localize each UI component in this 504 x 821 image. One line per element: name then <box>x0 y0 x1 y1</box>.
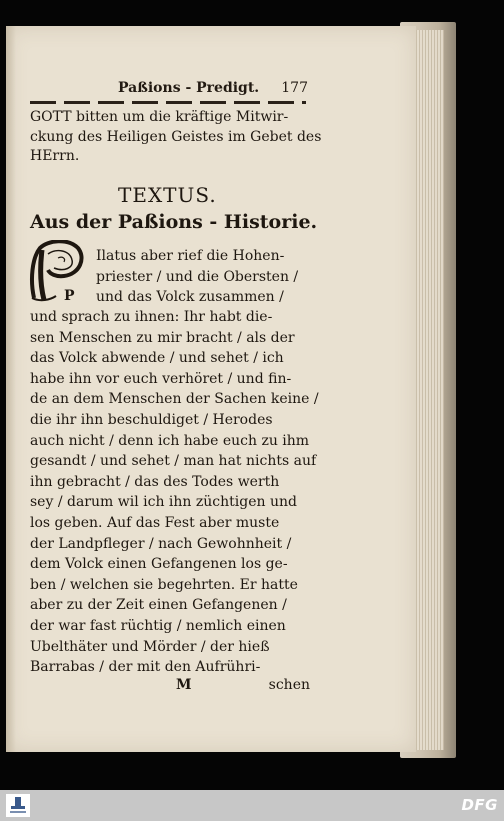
text-line: gesandt / und sehet / man hat nichts auf <box>30 453 317 470</box>
signature-mark: M <box>176 677 192 693</box>
text-line: HErrn. <box>30 148 80 164</box>
body-paragraph <box>30 307 319 678</box>
page-number: 177 <box>281 80 308 96</box>
page-stack <box>414 30 444 750</box>
running-header <box>118 80 308 102</box>
text-line: sen Menschen zu mir bracht / als der <box>30 329 295 346</box>
viewer-footer-bar <box>0 790 504 821</box>
section-heading: TEXTUS. <box>118 183 217 207</box>
text-line: ihn gebracht / das des Todes werth <box>30 473 280 490</box>
page-footer <box>30 677 310 699</box>
text-line: Ubelthäter und Mörder / der hieß <box>30 638 270 655</box>
text-line: priester / und die Obersten / <box>96 268 299 285</box>
text-line: ckung des Heiligen Geistes im Gebet des <box>30 128 322 145</box>
text-line: aber zu der Zeit einen Gefangenen / <box>30 597 287 614</box>
text-line: der war fast rüchtig / nemlich einen <box>30 617 286 634</box>
text-line: de an dem Menschen der Sachen keine / <box>30 391 319 408</box>
text-line: und sprach zu ihnen: Ihr habt die- <box>30 309 273 325</box>
running-title: Paßions - Predigt. <box>118 80 260 96</box>
library-logo-icon[interactable] <box>6 794 30 817</box>
section-subheading: Aus der Paßions - Historie. <box>30 211 318 233</box>
body-indented-lines <box>96 246 298 308</box>
dfg-logo[interactable]: DFG <box>461 796 498 814</box>
text-line: Ilatus aber rief die Hohen- <box>96 248 285 264</box>
intro-paragraph <box>30 108 322 167</box>
catchword: schen <box>268 677 310 693</box>
text-line: und das Volck zusammen / <box>96 289 284 305</box>
text-line: das Volck abwende / und sehet / ich <box>30 350 284 367</box>
text-line: los geben. Auf das Fest aber muste <box>30 514 280 531</box>
text-line: sey / darum wil ich ihn züchtigen und <box>30 494 297 511</box>
text-line: GOTT bitten um die kräftige Mitwir- <box>30 109 289 125</box>
initial-letter: P <box>64 288 75 304</box>
text-line: dem Volck einen Gefangenen los ge- <box>30 556 288 573</box>
page-gutter <box>6 26 16 752</box>
text-line: ben / welchen sie begehrten. Er hatte <box>30 576 298 593</box>
header-rule <box>30 101 306 104</box>
text-line: Barrabas / der mit den Aufrühri- <box>30 659 261 676</box>
text-line: die ihr ihn beschuldiget / Herodes <box>30 411 273 428</box>
decorated-initial-icon <box>28 240 86 304</box>
text-line: der Landpfleger / nach Gewohnheit / <box>30 535 292 552</box>
text-line: habe ihn vor euch verhöret / und fin- <box>30 370 292 387</box>
text-line: auch nicht / denn ich habe euch zu ihm <box>30 432 310 449</box>
